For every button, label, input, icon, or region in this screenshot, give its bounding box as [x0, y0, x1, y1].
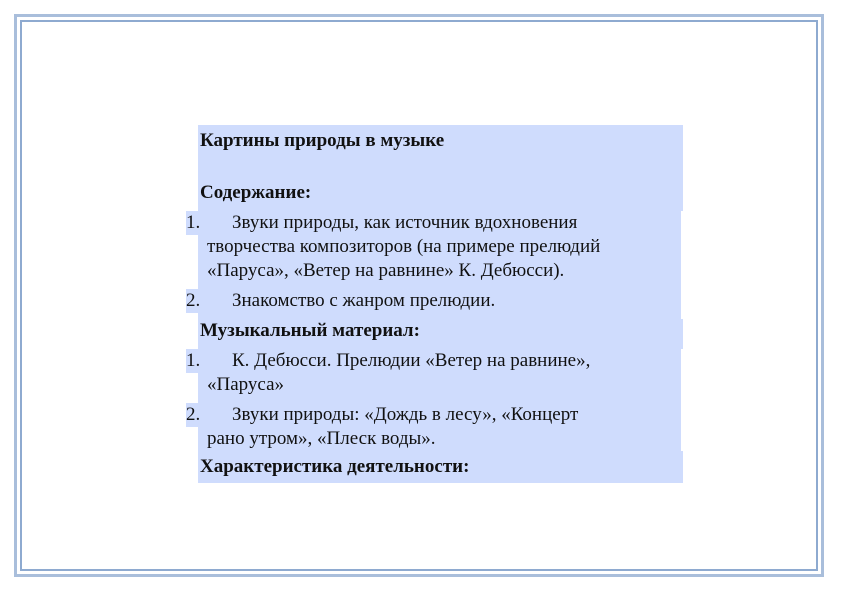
list-item-line: К. Дебюсси. Прелюдии «Ветер на равнине»,: [232, 350, 591, 371]
list-item-line: рано утром», «Плеск воды».: [207, 428, 436, 449]
content-heading: Содержание:: [198, 181, 683, 211]
list-item-line: «Паруса», «Ветер на равнине» К. Дебюсси).: [207, 260, 565, 281]
list-item-text: [198, 289, 681, 313]
document-body: [186, 125, 682, 483]
material-item-2: [186, 403, 682, 451]
activity-heading: Характеристика деятельности:: [198, 451, 683, 483]
list-item-text: [198, 349, 681, 397]
list-item-text: [198, 211, 681, 283]
list-item-line: творчества композиторов (на примере прелюдий: [207, 236, 601, 257]
material-item-1: [186, 349, 682, 397]
list-item-line: «Паруса»: [207, 374, 285, 395]
list-item-line: Знакомство с жанром прелюдии.: [232, 290, 496, 311]
material-heading: Музыкальный материал:: [198, 319, 683, 349]
list-number: 2.: [186, 289, 216, 313]
list-number: 2.: [186, 403, 216, 427]
document-title: Картины природы в музыке: [198, 125, 683, 181]
list-number: 1.: [186, 211, 216, 235]
list-item-line: Звуки природы: «Дождь в лесу», «Концерт: [232, 404, 579, 425]
list-item-text: [198, 403, 681, 451]
content-item-2: [186, 289, 682, 313]
list-number: 1.: [186, 349, 216, 373]
list-item-line: Звуки природы, как источник вдохновения: [232, 212, 578, 233]
content-item-1: [186, 211, 682, 283]
